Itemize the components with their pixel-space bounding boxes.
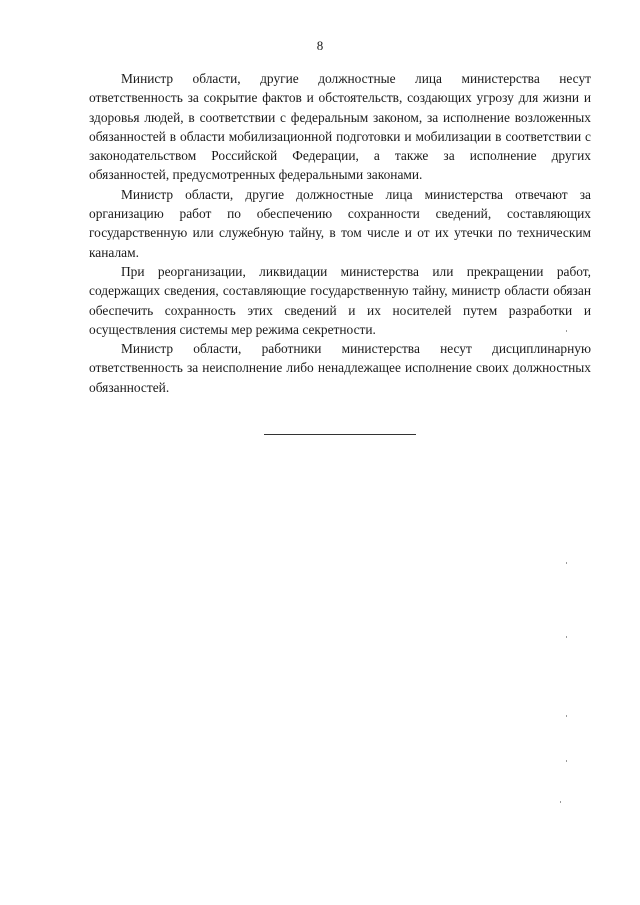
scan-speck bbox=[560, 801, 561, 803]
scan-speck bbox=[566, 562, 567, 564]
scan-speck bbox=[566, 330, 567, 332]
scan-speck bbox=[566, 760, 567, 762]
paragraph-secrecy-organization: Министр области, другие должностные лица министерства отвечают за организацию работ по обеспечению сохранности сведений, составляющих государственную или служебную тайну, в том числе и от их утечки по техническим каналам. bbox=[89, 186, 591, 260]
end-separator-line bbox=[264, 434, 416, 435]
paragraph-reorganization: При реорганизации, ликвидации министерства или прекращении работ, содержащих сведения, составляющие государственную тайну, министр области обязан обеспечить сохранность этих сведений и их носителей путем разработки и осуществления системы мер режима секретности. bbox=[89, 263, 591, 337]
paragraph-responsibility: Министр области, другие должностные лица министерства несут ответственность за сокрытие фактов и обстоятельств, создающих угрозу для жизни и здоровья людей, в соответствии с федеральным законом, за исполнение возложенных обязанностей в области мобилизационной подготовки и мобилизации в соответствии с законодательством Российской Федерации, а также за исполнение других обязанностей, предусмотренных федеральными законами. bbox=[89, 71, 591, 183]
document-body bbox=[89, 69, 591, 397]
paragraph-disciplinary: Министр области, работники министерства несут дисциплинарную ответственность за неисполнение либо ненадлежащее исполнение своих должностных обязанностей. bbox=[89, 341, 591, 395]
scan-speck bbox=[566, 715, 567, 717]
page-number: 8 bbox=[316, 38, 324, 53]
scan-speck bbox=[566, 636, 567, 638]
